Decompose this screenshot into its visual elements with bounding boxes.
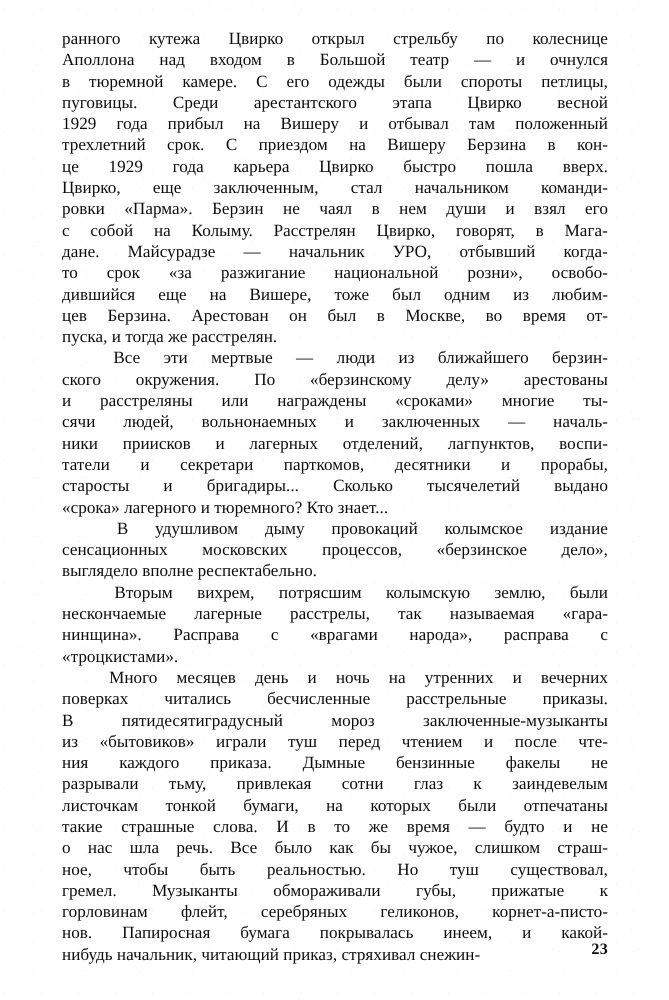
text-line: Аполлона над входом в Большой театр — и очнулся xyxy=(62,50,608,70)
body-text-column xyxy=(62,28,608,965)
text-line: В удушливом дыму провокаций колымское издание xyxy=(116,518,608,538)
text-line: горловинам флейт, серебряных геликонов, корнет-а-писто- xyxy=(62,902,608,922)
text-line: разрывали тьму, привлекая сотни глаз к заиндевелым xyxy=(62,774,608,794)
text-line: «троцкистами». xyxy=(62,646,179,666)
text-line: то срок «за разжигание национальной розни», освобо- xyxy=(62,263,608,283)
text-line: ники приисков и лагерных отделений, лагпунктов, воспи- xyxy=(62,433,608,453)
text-line: старосты и бригадиры... Сколько тысячелетий выдано xyxy=(62,476,608,496)
text-line: це 1929 года карьера Цвирко быстро пошла вверх. xyxy=(62,156,608,176)
text-line: ровки «Парма». Берзин не чаял в нем души и взял его xyxy=(62,199,608,219)
text-line: сенсационных московских процессов, «берзинское дело», xyxy=(62,540,608,560)
paragraph xyxy=(62,667,608,965)
text-line: в тюремной камере. С его одежды были спороты петлицы, xyxy=(62,71,608,91)
page-number: 23 xyxy=(591,941,608,958)
text-line: ное, чтобы быть реальностью. Но туш существовал, xyxy=(62,859,608,879)
paragraph xyxy=(62,582,608,667)
text-line: Цвирко, еще заключенным, стал начальником команди- xyxy=(62,178,608,198)
text-line: выглядело вполне респектабельно. xyxy=(62,561,317,581)
text-line: с собой на Колыму. Расстрелян Цвирко, говорят, в Мага- xyxy=(62,220,608,240)
text-line: такие страшные слова. И в то же время — будто и не xyxy=(62,816,608,836)
text-line: ния каждого приказа. Дымные бензинные факелы не xyxy=(62,753,608,773)
text-line: ранного кутежа Цвирко открыл стрельбу по колеснице xyxy=(62,29,608,48)
text-line: В пятидесятиградусный мороз заключенные-музыканты xyxy=(62,710,608,730)
text-line: пуговицы. Среди арестантского этапа Цвирко весной xyxy=(62,92,608,112)
text-line: гремел. Музыканты обмораживали губы, прижатые к xyxy=(62,880,608,900)
text-line: и расстреляны или награждены «сроками» многие ты- xyxy=(62,391,608,411)
text-line: татели и секретари парткомов, десятники и прорабы, xyxy=(62,454,608,474)
paragraph xyxy=(62,347,608,517)
text-line: нов. Папиросная бумага покрывалась инеем, и какой- xyxy=(62,923,608,943)
text-line: Вторым вихрем, потрясшим колымскую землю, были xyxy=(114,582,608,602)
text-line: пуска, и тогда же расстрелян. xyxy=(62,327,278,347)
text-line: трехлетний срок. С приездом на Вишеру Берзина в кон- xyxy=(62,135,608,155)
text-line: Все эти мертвые — люди из ближайшего берзин- xyxy=(113,348,608,368)
text-line: листочкам тонкой бумаги, на которых были отпечатаны xyxy=(62,795,608,815)
text-line: сячи людей, вольнонаемных и заключенных — началь- xyxy=(62,412,608,432)
text-line: 1929 года прибыл на Вишеру и отбывал там положенный xyxy=(62,114,608,134)
text-line: «срока» лагерного и тюремного? Кто знает... xyxy=(62,497,389,517)
text-line: нинщина». Расправа с «врагами народа», расправа с xyxy=(62,625,608,645)
text-line: поверках читались бесчисленные расстрельные приказы. xyxy=(62,689,608,709)
paragraph xyxy=(62,518,608,582)
text-line: Много месяцев день и ночь на утренних и вечерних xyxy=(109,667,608,687)
text-line: цев Берзина. Арестован он был в Москве, во время от- xyxy=(62,305,608,325)
text-line: ского окружения. По «берзинскому делу» арестованы xyxy=(62,369,608,389)
paragraph xyxy=(62,28,608,347)
text-line: нескончаемые лагерные расстрелы, так называемая «гара- xyxy=(62,604,608,624)
text-line: о нас шла речь. Все было как бы чужое, слишком страш- xyxy=(62,838,608,858)
text-line: дане. Майсурадзе — начальник УРО, отбывший когда- xyxy=(62,241,608,261)
text-line: из «бытовиков» играли туш перед чтением и после чте- xyxy=(62,731,608,751)
text-line: нибудь начальник, читающий приказ, стряхивал снежин- xyxy=(62,944,481,964)
text-line: дившийся еще на Вишере, тоже был одним из любим- xyxy=(62,284,608,304)
